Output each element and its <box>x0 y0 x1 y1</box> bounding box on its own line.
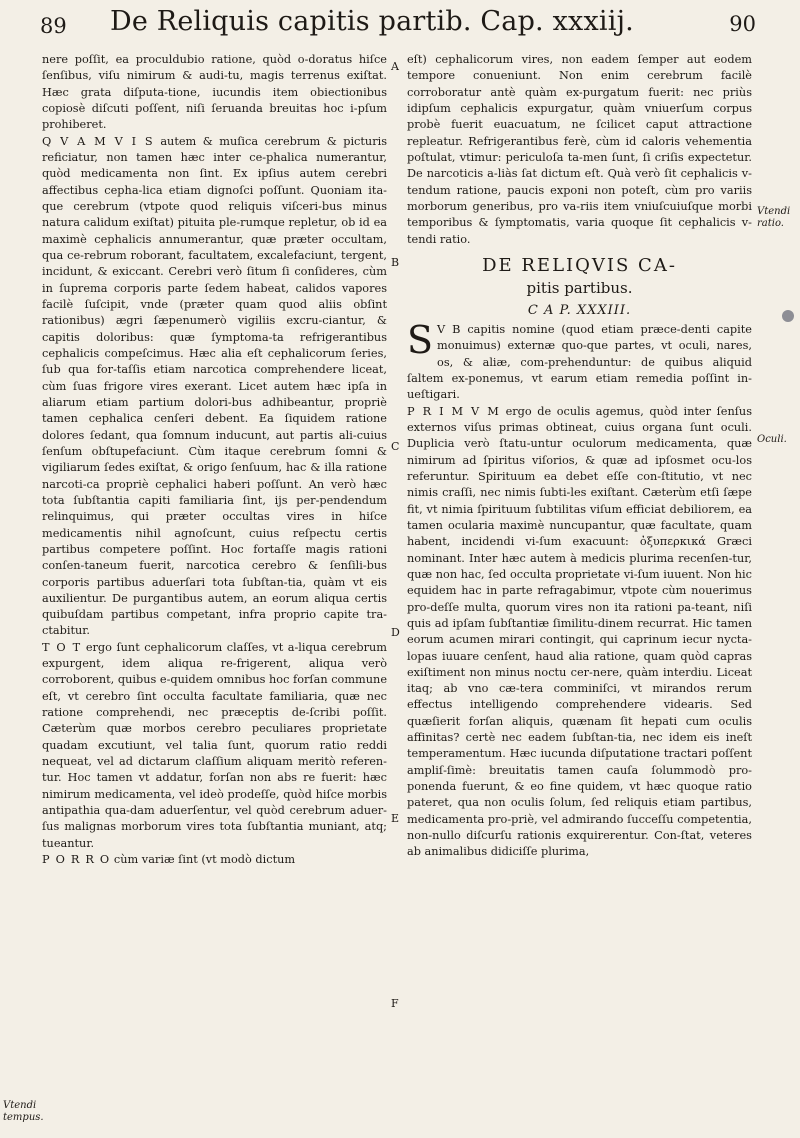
ink-spot-ornament <box>782 310 794 322</box>
paragraph-lead: Q V A M V I S <box>42 134 154 148</box>
paragraph <box>42 640 387 852</box>
paragraph-text: cùm variæ ſint (vt modò dictum <box>113 853 296 867</box>
margin-letter: F <box>391 997 399 1010</box>
paragraph <box>42 134 387 640</box>
margin-letter: E <box>391 812 400 825</box>
paragraph-text: ergo de oculis agemus, quòd inter ſenſus externos viſus primas obtineat, cuius organa ſunt oculi. Duplicia verò ſtatu-untur oculorum medicamenta, quæ nimirum ad ſpiritus viſorios, & quæ ad ipſosmet ocu-los referuntur. Spirituum ea debet eſſe con-ſtitutio, vt nec nimis craſſi, nec nimis ſubti-les exiſtant. Cæterùm etſi ſæpe fit, vt nimia ſpirituum ſubtilitas viſum efficiat debiliorem, ea tamen ocularia maximè nuncupantur, quæ facultate, quam habent, incidendi vi-ſum exacuunt: ὀξυπερκικά Græci nominant. Inter hæc autem à medicis plurima recenſen-tur, quæ non hac, ſed occulta proprietate vi-ſum iuuent. Non hic equidem hac in parte refragabimur, vtpote cùm nouerimus pro-deſſe multa, quorum vires non ita rationi pa-teant, niſi quis ad ipſam ſubſtantiæ ſimilitu-dinem recurrat. Hic tamen eorum acumen mirari contingit, qui caprinum iecur nycta-lopas iuuare cenſent, haud alia ratione, quam quòd capras exiſtiment non minus noctu cer-nere, quàm interdiu. Liceat itaq; ab vno cæ-tera comminiſci, vt mirandos rerum effectus intelligendo comprehendere videaris. Sed quæſierit forſan aliquis, quænam ſit hepati cum oculis affinitas? certè nec eadem ſubſtan-tia, nec idem eis ineſt temperamentum. Hæc iucunda diſputatione tractari poſſent ampliſ-ſimè: breuitatis tamen cauſa ſolummodò pro-ponenda fuerunt, & eo fine quidem, vt hæc quoque ratio pateret, qua non oculis ſolum, ſed reliquis etiam partibus, medicamenta pro-priè, vel admirando ſucceſſu competentia, non-nullo diſcurſu rationis exquirerentur. Con-ſtat, veteres ab animalibus didiciſſe plurima, <box>407 404 752 859</box>
paragraph: nere poſſit, ea proculdubio ratione, quòd o-doratus hiſce ſenſibus, viſu nimirum & audi-tu, magis terrenus exiſtat. Hæc grata diſputa-tione, iucundis item obiectionibus copiosè diſcuti poſſent, niſi ſeruanda breuitas hoc i-pſum prohiberet. <box>42 53 387 132</box>
paragraph <box>407 404 752 861</box>
page-number-left: 89 <box>40 14 67 38</box>
margin-letter: D <box>391 626 400 639</box>
paragraph <box>407 317 752 404</box>
section-title: DE RELIQVIS CA- <box>482 254 677 276</box>
paragraph-text: autem & muſica cerebrum & picturis reficiatur, non tamen hæc inter ce-phalica numerantur, quòd medicamenta non ſint. Ex ipſius autem cerebri affectibus cepha-lica etiam dignoſci poſſunt. Quoniam ita-que cerebrum (vtpote quod reliquis viſceri-bus minus natura calidum exiſtat) pituita ple-rumque repletur, ob id ea maximè cephalicis annumerantur, quæ præter occultam, qua ce-rebrum roborant, facultatem, excalefaciunt, tergent, incidunt, & exiccant. Cerebri verò ſitum ſi conſideres, cùm in ſuprema corporis parte ſedem habeat, calidos vapores facilè ſuſcipit, vnde (præter quam quod aliis obſint rationibus) ægri ſæpenumerò vigiliis excru-ciantur, & capitis doloribus: quæ ſymptoma-ta refrigerantibus cephalicis compeſcimus. Hæc alia eſt cephalicorum ſeries, ſub qua for-taſſis etiam narcotica comprehendere liceat, cùm ſuas frigore vires exerant. Licet autem hæc ipſa in aliarum etiam partium dolori-bus adhibeantur, propriè tamen cephalica cenſeri debent. Ea ſiquidem ratione dolores ſedant, qua ſomnum inducunt, aut partis ali-cuius ſenſum obſtupefaciunt. Cùm itaque cerebrum ſomni & vigiliarum ſedes exiſtat, & origo ſenſuum, hac & illa ratione narcoti-ca propriè cephalici haberi poſſunt. An verò hæc tota ſubſtantia capiti familiaria ſint, ijs per-pendendum relinquimus, qui præter occultas vires in hiſce medicamentis nihil agnoſcunt, cuius reſpectu certis partibus competere poſſint. Hoc fortaſſe magis rationi conſen-taneum fuerit, narcotica cerebro & ſenſili-bus corporis partibus aduerſari tota ſubſtan-tia, quàm vt eis auxilientur. De purgantibus autem, an eorum aliqua certis quibuſdam partibus competant, infra proprio capite tra-ctabitur. <box>42 134 388 638</box>
chapter-heading: C A P. XXXIII. <box>527 302 632 318</box>
paragraph-lead: P O R R O <box>42 853 111 867</box>
margin-letter: C <box>391 440 400 453</box>
paragraph-lead: P R I M V M <box>407 404 500 418</box>
drop-cap: S <box>407 317 434 362</box>
margin-letter: A <box>391 60 399 73</box>
margin-letter: B <box>391 256 400 269</box>
paragraph-text: V B capitis nomine (quod etiam præce-denti capite monuimus) externæ quo-que partes, vt oculi, nares, os, & aliæ, com-prehenduntur: de quibus aliquid ſaltem ex-ponemus, vt earum etiam remedia poſſint in-ueſtigari. <box>407 322 752 402</box>
paragraph <box>42 852 387 868</box>
paragraph: eſt) cephalicorum vires, non eadem ſemper aut eodem tempore conueniunt. Non enim cerebrum facilè corroboratur antè quàm ex-purgatum fuerit: nec priùs idipſum cephalicis expurgatur, quàm vniuerſum corpus probè fuerit euacuatum, ne ſcilicet caput attractione repleatur. Refrigerantibus ferè, cùm id caloris vehementia poſtulat, vtimur: periculoſa ta-men ſunt, ſi criſis expectetur. De narcoticis a-liàs ſat dictum eſt. Quà verò ſit cephalicis v-tendum ratione, paucis exponi non poteſt, cùm pro variis morborum generibus, pro va-riis item vniuſcuiuſque morbi temporibus & ſymptomatis, varia quoque ſit cephalicis v-tendi ratio. <box>407 53 752 246</box>
margin-note-vtendi-tempus: Vtendi tempus. <box>3 1100 44 1123</box>
running-header <box>40 4 780 44</box>
margin-note-oculi: Oculi. <box>757 434 787 445</box>
left-column <box>42 52 387 868</box>
running-title: De Reliquis capitis partib. Cap. xxxiij. <box>110 6 634 37</box>
margin-note-vtendi-ratio: Vtendi ratio. <box>757 206 791 229</box>
page-number-right: 90 <box>729 12 756 36</box>
paragraph-lead: T O T <box>42 640 82 654</box>
paragraph-text: ergo ſunt cephalicorum claſſes, vt a-liqua cerebrum expurgent, idem aliqua re-frigerent, aliqua verò corroborent, quibus e-quidem omnibus hoc forſan commune eſt, vt cerebro ſint occulta facultate familiaria, quæ nec ratione comprehendi, nec præceptis de-ſcribi poſſit. Cæterùm quæ morbos cerebro peculiares proprietate quadam excutiunt, vel talia ſunt, quorum ratio reddi nequeat, vel ad dictarum claſſium aliquam meritò referen-tur. Hoc tamen vt addatur, forſan non abs re fuerit: hæc nimirum medicamenta, vel ideò prodeſſe, quòd hiſce morbis antipathia qua-dam aduerſentur, vel quòd cerebrum aduer-ſus malignas morborum vires tota ſubſtantia muniant, atq; tueantur. <box>42 640 387 850</box>
right-column <box>407 52 752 861</box>
section-subtitle: pitis partibus. <box>526 278 633 297</box>
